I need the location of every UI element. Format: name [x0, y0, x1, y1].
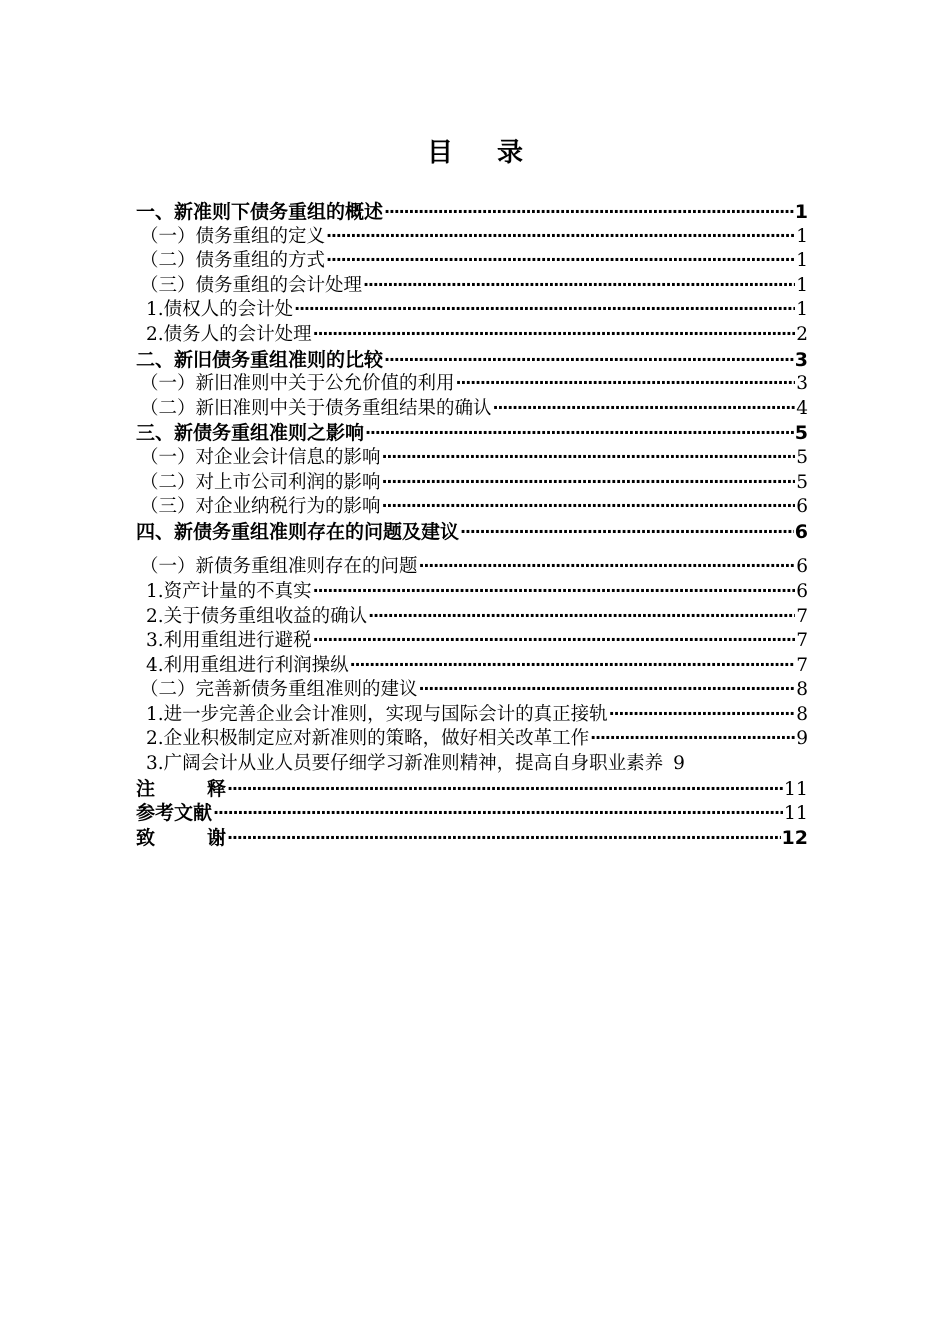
toc-leader-dots [384, 348, 794, 373]
toc-page-number: 3 [796, 373, 808, 395]
toc-page-number: 5 [794, 422, 808, 445]
toc-page-number: 11 [783, 777, 808, 800]
toc-entry-4-2[interactable] [136, 678, 808, 703]
toc-page-number: 7 [796, 605, 808, 627]
toc-entry-1-2[interactable] [136, 249, 808, 274]
toc-entry-title: 3.利用重组进行避税 [146, 630, 312, 652]
toc-leader-dots [213, 801, 783, 826]
toc-leader-dots [294, 297, 795, 322]
toc-entry-title-char-1: 致 [136, 826, 156, 849]
toc-leader-dots [609, 702, 796, 727]
toc-entry-3-3[interactable] [136, 495, 808, 520]
toc-page-number: 7 [796, 654, 808, 676]
toc-leader-dots [419, 677, 796, 702]
toc-entry-title: （一）新债务重组准则存在的问题 [140, 556, 418, 578]
toc-entry-title: （三）对企业纳税行为的影响 [140, 496, 381, 518]
toc-entry-title: 一、新准则下债务重组的概述 [136, 201, 384, 223]
toc-entry-title: 二、新旧债务重组准则的比较 [136, 348, 384, 371]
toc-entry-title: （二）对上市公司利润的影响 [140, 471, 381, 493]
toc-entry-section-1[interactable] [136, 200, 808, 225]
toc-leader-dots [313, 628, 796, 653]
toc-page-number: 7 [796, 630, 808, 652]
toc-entry-title-char-2: 谢 [207, 826, 227, 849]
toc-entry-title: 2.关于债务重组收益的确认 [146, 605, 368, 627]
toc-entry-title: 1.资产计量的不真实 [146, 580, 312, 602]
toc-page-number: 5 [796, 471, 808, 493]
toc-entry-2-1[interactable] [136, 372, 808, 397]
toc-page-number: 8 [796, 703, 808, 725]
toc-page-number: 3 [794, 348, 808, 371]
toc-entry-title-char-2: 释 [207, 777, 227, 800]
toc-leader-dots [350, 653, 796, 678]
toc-leader-dots [382, 445, 796, 470]
toc-entry-title [136, 826, 226, 851]
page-title-char-1: 目 [426, 138, 453, 168]
toc-leader-dots [227, 826, 781, 851]
toc-page-number: 5 [796, 446, 808, 468]
toc-leader-dots [382, 494, 796, 519]
toc-entry-title: （一）债务重组的定义 [140, 225, 326, 247]
toc-entry-title: 四、新债务重组准则存在的问题及建议 [136, 520, 460, 543]
toc-entry-title: 2.企业积极制定应对新准则的策略，做好相关改革工作 [146, 728, 590, 750]
toc-leader-dots [493, 396, 796, 421]
toc-page-number: 9 [673, 753, 685, 775]
toc-entry-title: 2.债务人的会计处理 [146, 323, 312, 345]
toc-entry-title: 1.进一步完善企业会计准则，实现与国际会计的真正接轨 [146, 703, 608, 725]
toc-entry-title: （一）对企业会计信息的影响 [140, 446, 381, 468]
toc-leader-dots [365, 421, 794, 446]
toc-page-number: 9 [796, 728, 808, 750]
toc-entry-title: 1.债权人的会计处 [146, 299, 294, 321]
toc-entry-4-1-2[interactable] [136, 605, 808, 630]
toc-entry-title: （二）债务重组的方式 [140, 250, 326, 272]
toc-entry-references[interactable] [136, 801, 808, 826]
page-title [0, 132, 950, 169]
toc-page-number: 6 [796, 580, 808, 602]
toc-entry-title: 参考文献 [136, 802, 213, 825]
toc-entry-4-1[interactable] [136, 555, 808, 580]
toc-leader-dots [419, 554, 796, 579]
toc-page-number: 11 [783, 802, 808, 825]
toc-entry-1-1[interactable] [136, 225, 808, 250]
toc-entry-4-2-3[interactable] [136, 752, 808, 777]
toc-leader-dots [363, 273, 795, 298]
toc-entry-notes[interactable] [136, 777, 808, 802]
toc-entry-section-4[interactable] [136, 520, 808, 545]
toc-leader-dots [368, 604, 795, 629]
page-title-char-2: 录 [497, 138, 524, 168]
toc-page-number: 1 [796, 225, 808, 247]
toc-entry-2-2[interactable] [136, 397, 808, 422]
toc-entry-section-3[interactable] [136, 421, 808, 446]
toc-page-number: 1 [796, 299, 808, 321]
toc-entry-4-1-3[interactable] [136, 629, 808, 654]
toc-page-number: 6 [796, 556, 808, 578]
toc-entry-title [136, 777, 226, 802]
toc-page-number: 2 [796, 323, 808, 345]
toc-page-number: 6 [794, 520, 808, 543]
toc-page-number: 6 [796, 496, 808, 518]
toc-leader-dots [590, 726, 795, 751]
toc-leader-dots [326, 224, 795, 249]
toc-entry-4-2-1[interactable] [136, 703, 808, 728]
toc-page-number: 1 [796, 250, 808, 272]
table-of-contents [136, 200, 808, 850]
toc-leader-dots [460, 520, 794, 545]
toc-leader-dots [326, 248, 795, 273]
toc-entry-section-2[interactable] [136, 348, 808, 373]
toc-entry-1-3[interactable] [136, 274, 808, 299]
toc-entry-3-1[interactable] [136, 446, 808, 471]
toc-entry-4-1-4[interactable] [136, 654, 808, 679]
toc-entry-title: 3.广阔会计从业人员要仔细学习新准则精神，提高自身职业素养 [146, 753, 664, 775]
toc-leader-dots [384, 200, 794, 225]
toc-page-number: 1 [796, 274, 808, 296]
toc-entry-4-2-2[interactable] [136, 727, 808, 752]
toc-entry-1-3-2[interactable] [136, 323, 808, 348]
toc-entry-3-2[interactable] [136, 471, 808, 496]
toc-entry-acknowledgements[interactable] [136, 826, 808, 851]
toc-entry-title: （二）完善新债务重组准则的建议 [140, 679, 418, 701]
toc-entry-title: （三）债务重组的会计处理 [140, 274, 363, 296]
toc-page-number: 12 [781, 826, 808, 849]
toc-entry-title: 三、新债务重组准则之影响 [136, 422, 365, 445]
toc-leader-dots [382, 470, 796, 495]
toc-entry-4-1-1[interactable] [136, 580, 808, 605]
toc-leader-dots [227, 777, 783, 802]
toc-leader-dots [313, 322, 796, 347]
toc-entry-title-char-1: 注 [136, 777, 156, 800]
toc-entry-title: （二）新旧准则中关于债务重组结果的确认 [140, 397, 492, 419]
toc-leader-dots [456, 371, 796, 396]
toc-page-number: 8 [796, 679, 808, 701]
toc-entry-title: 4.利用重组进行利润操纵 [146, 654, 349, 676]
toc-entry-title: （一）新旧准则中关于公允价值的利用 [140, 373, 455, 395]
toc-page-number: 4 [796, 397, 808, 419]
toc-entry-1-3-1[interactable] [136, 298, 808, 323]
toc-leader-dots [313, 579, 796, 604]
toc-page-number: 1 [794, 201, 808, 223]
